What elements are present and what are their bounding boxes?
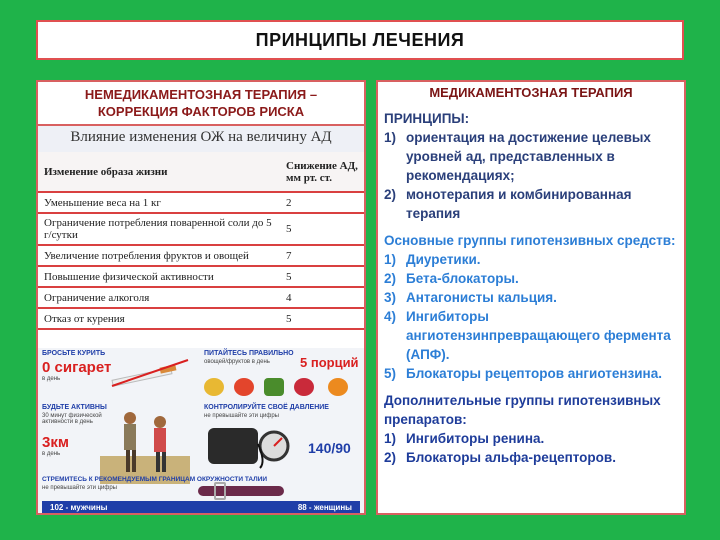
broccoli-icon xyxy=(264,378,284,396)
row-value: 5 xyxy=(278,213,364,245)
poster-eat-right: ПИТАЙТЕСЬ ПРАВИЛЬНО xyxy=(204,350,294,357)
table-row xyxy=(38,287,364,308)
poster-veg-sub: овощей/фруктов в день xyxy=(204,359,270,365)
walkers-icon xyxy=(100,404,190,484)
row-label: Отказ от курения xyxy=(38,308,278,329)
pepper-icon xyxy=(204,378,224,396)
extra-groups-block xyxy=(384,391,678,467)
poster-waist: СТРЕМИТЕСЬ К РЕКОМЕНДУЕМЫМ ГРАНИЦАМ ОКРУЖНОСТИ ТАЛИИ xyxy=(42,476,268,483)
poster-zero-cigarettes: 0 сигарет xyxy=(42,359,112,376)
col-header-change: Изменение образа жизни xyxy=(38,152,278,192)
left-heading-box xyxy=(36,80,366,124)
orange-pepper-icon xyxy=(328,378,348,396)
lifestyle-image-panel xyxy=(36,124,366,515)
poster-five-portions: 5 порций xyxy=(300,355,359,370)
main-groups-list xyxy=(384,250,678,383)
left-heading-line2: КОРРЕКЦИЯ ФАКТОРОВ РИСКА xyxy=(97,104,305,119)
poster-per-day: в день xyxy=(42,376,61,382)
poster-control-bp: КОНТРОЛИРУЙТЕ СВОЁ ДАВЛЕНИЕ xyxy=(204,404,329,411)
list-item: 4) Ингибиторы ангиотензинпревращающего фермента (АПФ). xyxy=(384,309,671,362)
extra-groups-heading: Дополнительные группы гипотензивных препаратов: xyxy=(384,393,661,427)
list-item: 1) Диуретики. xyxy=(384,252,481,267)
poster-be-active: БУДЬТЕ АКТИВНЫ xyxy=(42,404,107,411)
poster-women: 88 - женщины xyxy=(297,502,352,512)
poster-control-sub: не превышайте эти цифры xyxy=(204,413,279,419)
poster-per-day-2: в день xyxy=(42,451,61,457)
belt-buckle-icon xyxy=(214,482,226,500)
cigarette-icon xyxy=(108,356,198,390)
table-title: Влияние изменения ОЖ на величину АД xyxy=(38,126,364,152)
row-label: Повышение физической активности xyxy=(38,266,278,287)
list-item: 3) Антагонисты кальция. xyxy=(384,290,557,305)
list-item: 1) ориентация на достижение целевых уровней ад, представленных в рекомендациях; xyxy=(384,130,651,183)
table-row xyxy=(38,245,364,266)
main-groups-block xyxy=(384,231,678,383)
row-value: 7 xyxy=(278,245,364,266)
left-heading-line1: НЕМЕДИКАМЕНТОЗНАЯ ТЕРАПИЯ – xyxy=(84,87,318,102)
tomato-icon xyxy=(234,378,254,396)
principles-block xyxy=(384,109,678,223)
apple-icon xyxy=(294,378,314,396)
list-item: 2) Бета-блокаторы. xyxy=(384,271,519,286)
list-item: 2) монотерапия и комбинированная терапия xyxy=(384,187,632,221)
table-row xyxy=(38,266,364,287)
poster-3km: 3км xyxy=(42,434,69,451)
list-item: 5) Блокаторы рецепторов ангиотензина. xyxy=(384,366,662,381)
principles-list xyxy=(384,128,678,223)
row-label: Увеличение потребления фруктов и овощей xyxy=(38,245,278,266)
poster-bp-value: 140/90 xyxy=(308,440,351,456)
table-row xyxy=(38,192,364,213)
row-value: 4 xyxy=(278,287,364,308)
row-value: 5 xyxy=(278,266,364,287)
extra-groups-list xyxy=(384,429,678,467)
row-value: 5 xyxy=(278,308,364,329)
row-label: Ограничение алкоголя xyxy=(38,287,278,308)
slide-title: ПРИНЦИПЫ ЛЕЧЕНИЯ xyxy=(255,29,465,50)
waist-limits-bar xyxy=(42,501,360,513)
poster-active-sub: 30 минут физической активности в день xyxy=(42,413,102,425)
list-item: 2) Блокаторы альфа-рецепторов. xyxy=(384,450,616,465)
row-label: Уменьшение веса на 1 кг xyxy=(38,192,278,213)
belt-icon xyxy=(198,486,284,496)
col-header-bp: Снижение АД, мм рт. ст. xyxy=(278,152,364,192)
right-heading: МЕДИКАМЕНТОЗНАЯ ТЕРАПИЯ xyxy=(429,85,633,100)
poster-waist-sub: не превышайте эти цифры xyxy=(42,485,117,491)
slide-title-box xyxy=(36,20,684,60)
main-groups-heading: Основные группы гипотензивных средств: xyxy=(384,233,676,248)
row-value: 2 xyxy=(278,192,364,213)
principles-heading: ПРИНЦИПЫ: xyxy=(384,111,470,126)
row-label: Ограничение потребления поваренной соли до 5 г/сутки xyxy=(38,213,278,245)
poster-men: 102 - мужчины xyxy=(50,502,108,512)
lifestyle-table xyxy=(38,152,364,330)
tonometer-icon xyxy=(204,422,294,472)
lifestyle-poster xyxy=(38,348,364,515)
table-row xyxy=(38,213,364,245)
list-item: 1) Ингибиторы ренина. xyxy=(384,431,545,446)
medication-panel xyxy=(376,80,686,515)
table-row xyxy=(38,308,364,329)
poster-quit-smoking: БРОСЬТЕ КУРИТЬ xyxy=(42,350,106,357)
table-header-row xyxy=(38,152,364,192)
